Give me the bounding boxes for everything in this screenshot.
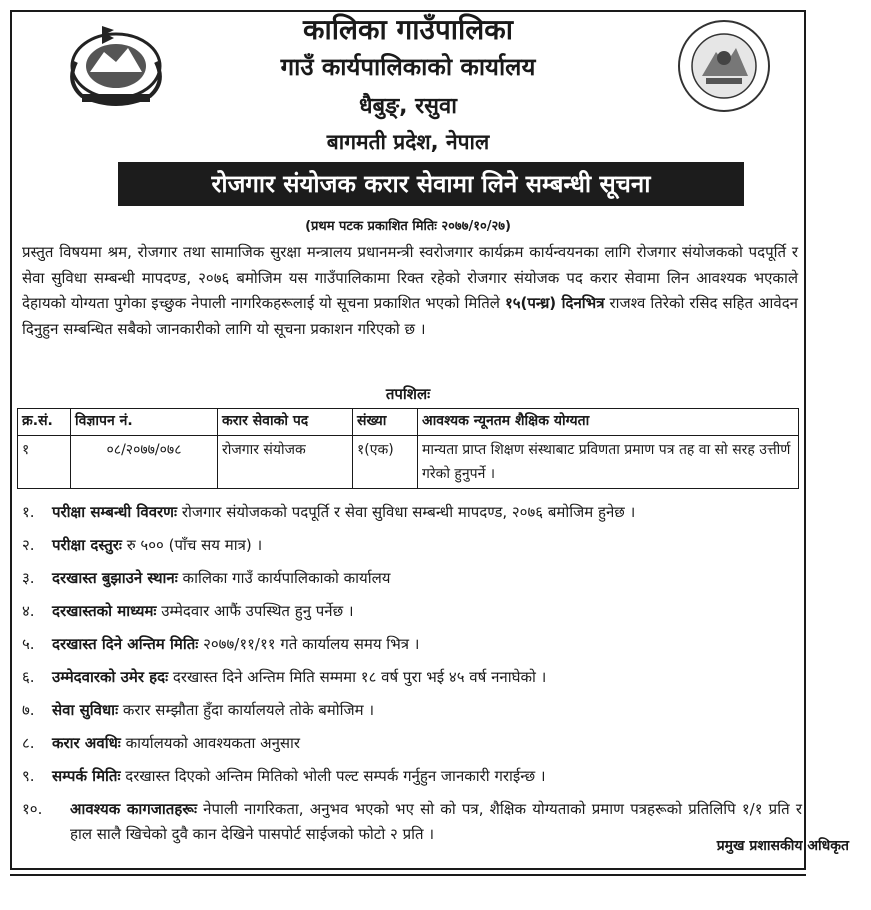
column-header: संख्या	[353, 409, 418, 436]
item-label: दरखास्त दिने अन्तिम मितिः	[52, 635, 199, 653]
table-cell: ०८/२०७७/०७८	[71, 436, 218, 489]
notice-title: रोजगार संयोजक करार सेवामा लिने सम्बन्धी सूचना	[118, 162, 744, 206]
item-text: करार सम्झौता हुँदा कार्यालयले तोके बमोजिम ।	[118, 701, 375, 719]
column-header: क्र.सं.	[18, 409, 71, 436]
list-item	[22, 566, 802, 591]
item-number: ९.	[22, 767, 35, 785]
item-text: दरखास्त दिने अन्तिम मिति सम्ममा १८ वर्ष पुरा भई ४५ वर्ष ननाघेको ।	[168, 668, 547, 686]
item-text: २०७७/११/११ गते कार्यालय समय भित्र ।	[198, 635, 420, 653]
office-name: गाउँ कार्यपालिकाको कार्यालय	[280, 53, 536, 81]
publication-date: (प्रथम पटक प्रकाशित मितिः २०७७/१०/२७)	[305, 219, 511, 234]
list-item	[22, 500, 802, 525]
province: बागमती प्रदेश, नेपाल	[326, 130, 490, 154]
item-number: ५.	[22, 635, 35, 653]
list-item	[22, 764, 802, 789]
item-number: ३.	[22, 569, 35, 587]
item-label: दरखास्तको माध्यमः	[52, 602, 157, 620]
table-row	[18, 436, 799, 489]
item-label: उम्मेदवारको उमेर हदः	[52, 668, 169, 686]
schedule-label: तपशिलः	[385, 385, 431, 403]
intro-text: प्रस्तुत विषयमा श्रम, रोजगार तथा सामाजिक सुरक्षा मन्त्रालय प्रधानमन्त्री स्वरोजगार कार्यक्रम कार्यन्वयनका लागि रोजगार संयोजकको पदपूर्ति र सेवा सुविधा सम्बन्धी मापदण्ड, २०७६ बमोजिम यस गाउँपालिकामा रिक्त रहेको रोजगार संयोजक पद करार सेवामा लिन आवश्यक भएकाले देहायको योग्यता पुगेका इच्छुक नेपाली नागरिकहरूलाई यो सूचना प्रकाशित भएको मितिले	[22, 243, 798, 312]
item-label: सेवा सुविधाः	[52, 701, 119, 719]
table-cell: रोजगार संयोजक	[218, 436, 353, 489]
item-label: आवश्यक कागजातहरूः	[70, 800, 197, 818]
item-number: ४.	[22, 602, 35, 620]
item-label: करार अवधिः	[52, 734, 121, 752]
table-header-row	[18, 409, 799, 436]
item-text: रु ५०० (पाँच सय मात्र) ।	[121, 536, 263, 554]
item-label: सम्पर्क मितिः	[52, 767, 121, 785]
item-number: १०.	[22, 800, 43, 818]
list-item	[22, 698, 802, 723]
item-label: परीक्षा दस्तुरः	[52, 536, 122, 554]
table-cell: १	[18, 436, 71, 489]
column-header: विज्ञापन नं.	[71, 409, 218, 436]
list-item	[22, 797, 802, 847]
intro-deadline: १५(पन्ध्र) दिनभित्र	[504, 294, 605, 312]
item-text: कालिका गाउँ कार्यपालिकाको कार्यालय	[177, 569, 391, 587]
intro-paragraph	[22, 240, 798, 342]
list-item	[22, 731, 802, 756]
vacancy-table	[17, 408, 799, 489]
item-text: कार्यालयको आवश्यकता अनुसार	[120, 734, 301, 752]
intro-text-end: राजश्व तिरेको रसिद सहित आवेदन दिनुहुन सम्बन्धित सबैको जानकारीको लागि यो सूचना प्रकाशन गरिएको छ ।	[22, 294, 798, 338]
item-number: १.	[22, 503, 35, 521]
column-header: करार सेवाको पद	[218, 409, 353, 436]
item-text: रोजगार संयोजकको पदपूर्ति र सेवा सुविधा सम्बन्धी मापदण्ड, २०७६ बमोजिम हुनेछ ।	[177, 503, 636, 521]
list-item	[22, 533, 802, 558]
item-number: २.	[22, 536, 35, 554]
item-text: दरखास्त दिएको अन्तिम मितिको भोली पल्ट सम्पर्क गर्नुहुन जानकारी गराईन्छ ।	[120, 767, 546, 785]
signature-designation: प्रमुख प्रशासकीय अधिकृत	[716, 838, 849, 854]
details-list	[22, 500, 802, 855]
list-item	[22, 632, 802, 657]
location: धैबुङ्, रसुवा	[359, 94, 457, 119]
table-cell: १(एक)	[353, 436, 418, 489]
column-header: आवश्यक न्यूनतम शैक्षिक योग्यता	[418, 409, 799, 436]
item-text: नेपाली नागरिकता, अनुभव भएको भए सो को पत्र, शैक्षिक योग्यताको प्रमाण पत्रहरूको प्रतिलिपि १/१ प्रति र हाल सालै खिचेको दुवै कान देखिने पासपोर्ट साईजको फोटो २ प्रति ।	[70, 800, 802, 843]
item-text: उम्मेदवार आफैं उपस्थित हुनु पर्नेछ ।	[156, 602, 354, 620]
item-number: ६.	[22, 668, 35, 686]
table-cell: मान्यता प्राप्त शिक्षण संस्थाबाट प्रविणता प्रमाण पत्र तह वा सो सरह उत्तीर्ण गरेको हुनुपर्ने ।	[418, 436, 799, 489]
list-item	[22, 599, 802, 624]
item-label: दरखास्त बुझाउने स्थानः	[52, 569, 178, 587]
item-label: परीक्षा सम्बन्धी विवरणः	[52, 503, 178, 521]
item-number: ७.	[22, 701, 35, 719]
item-number: ८.	[22, 734, 35, 752]
municipality-name: कालिका गाउँपालिका	[302, 13, 513, 46]
frame-bottom-rule	[10, 874, 806, 876]
list-item	[22, 665, 802, 690]
